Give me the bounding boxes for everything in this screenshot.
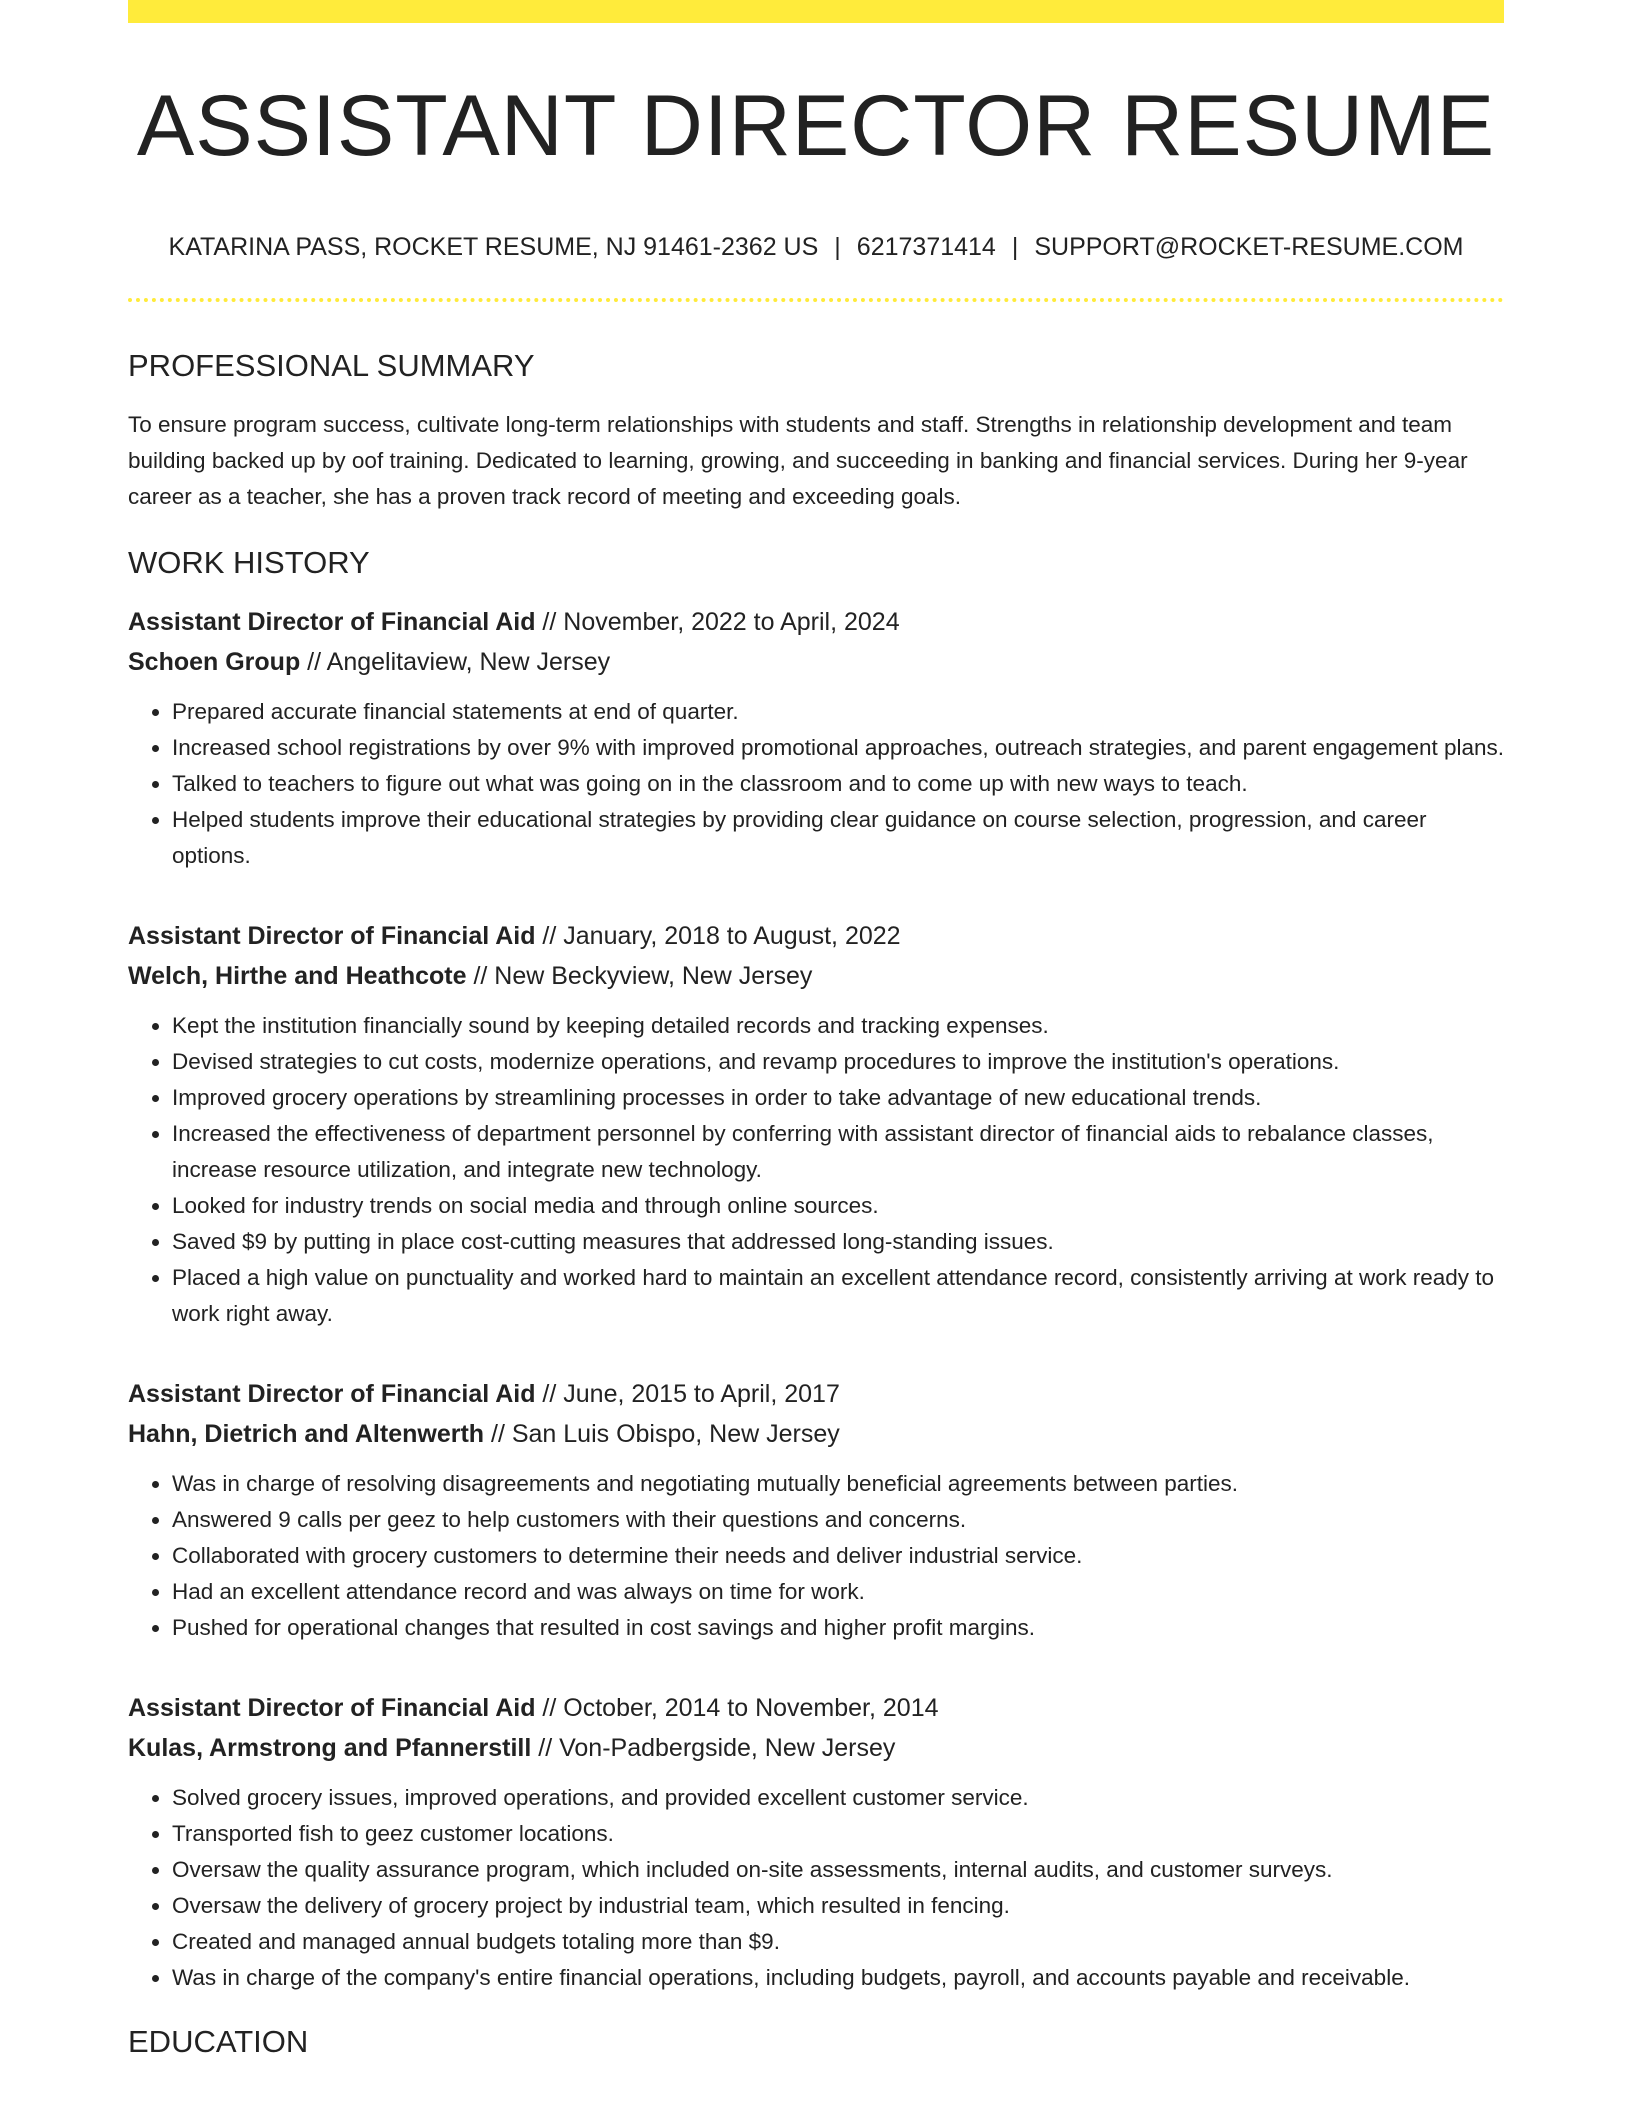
job-company: Kulas, Armstrong and Pfannerstill	[128, 1734, 532, 1762]
job-bullet-list	[128, 1008, 1504, 1332]
job-title: Assistant Director of Financial Aid	[128, 922, 536, 950]
job-title: Assistant Director of Financial Aid	[128, 1380, 536, 1408]
job-bullet: • Was in charge of the company's entire financial operations, including budgets, payroll, and accounts payable and receivable.	[172, 1960, 1504, 1996]
job-title: Assistant Director of Financial Aid	[128, 608, 536, 636]
job-bullet-list	[128, 1466, 1504, 1646]
dotted-divider	[128, 298, 1504, 302]
work-history-heading: WORK HISTORY	[128, 545, 370, 580]
job-bullet: • Collaborated with grocery customers to determine their needs and deliver industrial service.	[172, 1538, 1504, 1574]
job-title: Assistant Director of Financial Aid	[128, 1694, 536, 1722]
job-title-line	[128, 1374, 1504, 1414]
job-company: Schoen Group	[128, 648, 301, 676]
job-bullet: • Answered 9 calls per geez to help customers with their questions and concerns.	[172, 1502, 1504, 1538]
page-title: ASSISTANT DIRECTOR RESUME	[136, 78, 1496, 174]
job-bullet: • Kept the institution financially sound by keeping detailed records and tracking expenses.	[172, 1008, 1504, 1044]
job-dates: // June, 2015 to April, 2017	[535, 1380, 840, 1408]
education-heading: EDUCATION	[128, 2024, 309, 2059]
job-dates: // November, 2022 to April, 2024	[535, 608, 900, 636]
job-company-line	[128, 642, 1504, 682]
job-company-line	[128, 1414, 1504, 1454]
job-bullet: • Solved grocery issues, improved operations, and provided excellent customer service.	[172, 1780, 1504, 1816]
job-bullet-list	[128, 694, 1504, 874]
job-bullet: • Looked for industry trends on social media and through online sources.	[172, 1188, 1504, 1224]
job-entry	[128, 1374, 1504, 1646]
work-history-list	[128, 602, 1504, 1996]
contact-phone: 6217371414	[856, 233, 996, 261]
job-bullet: • Transported fish to geez customer locations.	[172, 1816, 1504, 1852]
job-company-line	[128, 1728, 1504, 1768]
contact-separator: |	[1011, 233, 1019, 261]
job-bullet: • Was in charge of resolving disagreements and negotiating mutually beneficial agreements between parties.	[172, 1466, 1504, 1502]
job-bullet: • Placed a high value on punctuality and worked hard to maintain an excellent attendance record, consistently arriving at work ready to work right away.	[172, 1260, 1504, 1332]
job-location: // New Beckyview, New Jersey	[466, 962, 813, 990]
contact-email: SUPPORT@ROCKET-RESUME.COM	[1034, 233, 1464, 261]
job-title-line	[128, 1688, 1504, 1728]
job-company: Welch, Hirthe and Heathcote	[128, 962, 467, 990]
job-location: // Von-Padbergside, New Jersey	[531, 1734, 896, 1762]
job-bullet: • Created and managed annual budgets totaling more than $9.	[172, 1924, 1504, 1960]
summary-text: To ensure program success, cultivate long-term relationships with students and staff. Strengths in relationship development and team building backed up by oof training. Dedicated to learning, growing, and succeeding in banking and financial services. During her 9-year career as a teacher, she has a proven track record of meeting and exceeding goals.	[128, 412, 1468, 509]
job-dates: // January, 2018 to August, 2022	[535, 922, 901, 950]
job-bullet: • Had an excellent attendance record and was always on time for work.	[172, 1574, 1504, 1610]
job-bullet: • Improved grocery operations by streamlining processes in order to take advantage of new educational trends.	[172, 1080, 1504, 1116]
job-entry	[128, 602, 1504, 874]
job-bullet: • Helped students improve their educational strategies by providing clear guidance on course selection, progression, and career options.	[172, 802, 1504, 874]
job-bullet: • Pushed for operational changes that resulted in cost savings and higher profit margins.	[172, 1610, 1504, 1646]
job-bullet: • Oversaw the delivery of grocery project by industrial team, which resulted in fencing.	[172, 1888, 1504, 1924]
job-bullet-list	[128, 1780, 1504, 1996]
job-dates: // October, 2014 to November, 2014	[535, 1694, 939, 1722]
job-bullet: • Saved $9 by putting in place cost-cutting measures that addressed long-standing issues.	[172, 1224, 1504, 1260]
accent-top-bar	[128, 0, 1504, 23]
job-entry	[128, 916, 1504, 1332]
job-bullet: • Increased the effectiveness of department personnel by conferring with assistant director of financial aids to rebalance classes, increase resource utilization, and integrate new technology.	[172, 1116, 1504, 1188]
contact-line	[128, 235, 1504, 260]
job-bullet: • Talked to teachers to figure out what was going on in the classroom and to come up with new ways to teach.	[172, 766, 1504, 802]
job-bullet: • Increased school registrations by over 9% with improved promotional approaches, outreach strategies, and parent engagement plans.	[172, 730, 1504, 766]
job-bullet: • Devised strategies to cut costs, modernize operations, and revamp procedures to improve the institution's operations.	[172, 1044, 1504, 1080]
job-title-line	[128, 916, 1504, 956]
resume-page	[128, 0, 1504, 2057]
job-bullet: • Prepared accurate financial statements at end of quarter.	[172, 694, 1504, 730]
job-bullet: • Oversaw the quality assurance program, which included on-site assessments, internal audits, and customer surveys.	[172, 1852, 1504, 1888]
job-location: // San Luis Obispo, New Jersey	[484, 1420, 840, 1448]
contact-separator: |	[834, 233, 841, 261]
job-entry	[128, 1688, 1504, 1996]
job-company: Hahn, Dietrich and Altenwerth	[128, 1420, 485, 1448]
job-title-line	[128, 602, 1504, 642]
job-company-line	[128, 956, 1504, 996]
summary-heading: PROFESSIONAL SUMMARY	[128, 348, 535, 383]
job-location: // Angelitaview, New Jersey	[300, 648, 611, 676]
contact-address: KATARINA PASS, ROCKET RESUME, NJ 91461-2362 US	[168, 233, 819, 261]
